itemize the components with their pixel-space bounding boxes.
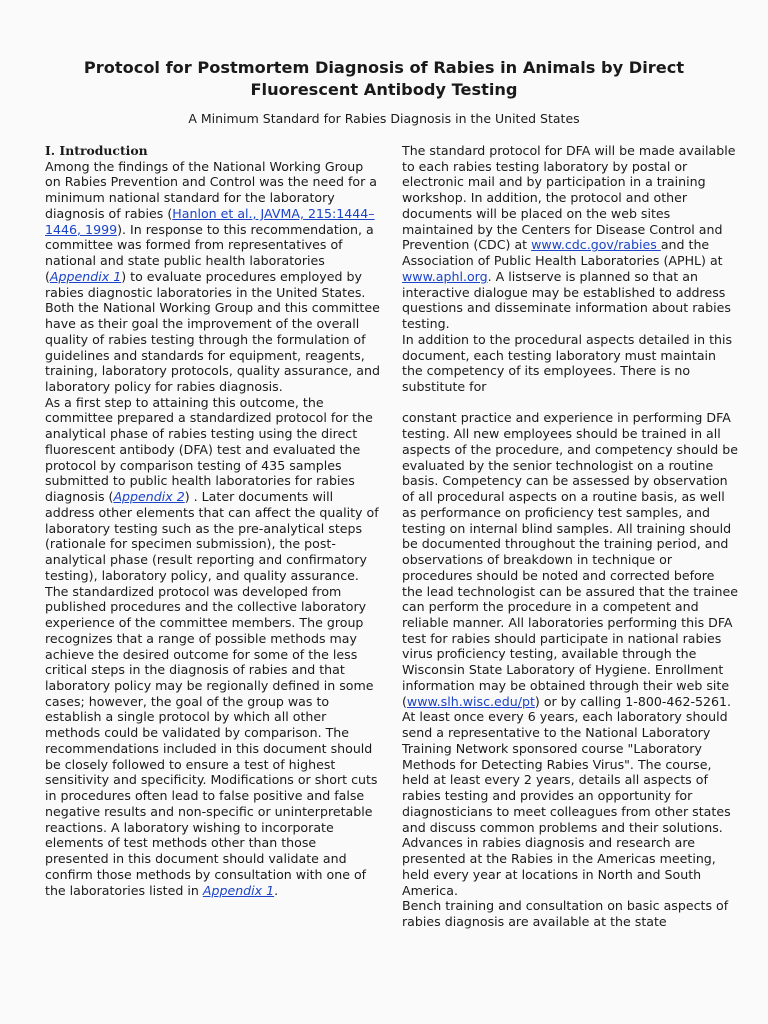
appendix-1-link[interactable]: Appendix 1 [49, 268, 122, 284]
text-run: . [274, 882, 279, 898]
text-run: ) . Later documents will address other elements that can affect the quality of laboratory testing such as the pre-analytical steps (rationale for specimen submission), the post-analytical phase (result reporting and confirmatory testing), laboratory policy, and quality assurance. [45, 489, 379, 583]
aphl-link[interactable]: www.aphl.org [402, 268, 488, 284]
text-run: ) or by calling 1-800-462-5261. [534, 693, 732, 709]
left-column [45, 143, 381, 898]
text-run: ) to evaluate procedures employed by rabies diagnostic laboratories in the United States. Both the National Working Group and this committee have as their goal the improvement of the overall quality of rabies testing through the formulation of guidelines and standards for equipment, reagents, training, laboratory protocols, quality assurance, and laboratory policy for rabies diagnosis. [45, 268, 380, 395]
document-subtitle: A Minimum Standard for Rabies Diagnosis in the United States [188, 111, 580, 126]
text-run: As a first step to attaining this outcome, the committee prepared a standardized protocol for the analytical phase of rabies testing using the direct fluorescent antibody (DFA) test and evaluated the protocol by comparison testing of 435 samples submitted to public health laboratories for rabies diagnosis ( [45, 394, 373, 505]
right-paragraph-2: In addition to the procedural aspects detailed in this document, each testing laboratory must maintain the competency of its employees. There is no substitute for [402, 331, 733, 395]
text-run: ). In response to this recommendation, a committee was formed from representatives of national and state public health laboratories ( [45, 221, 374, 284]
cdc-rabies-link[interactable]: www.cdc.gov/rabies [531, 237, 661, 253]
text-run: The standardized protocol was developed from published procedures and the collective laboratory experience of the committee members. The group recognizes that a range of possible methods may achieve the desired outcome for some of the less critical steps in the diagnosis of rabies and that laboratory policy may be regionally defined in some cases; however, the goal of the group was to establish a single protocol by which all other methods could be validated by comparison. The recommendations included in this document should be closely followed to ensure a test of highest sensitivity and specificity. Modifications or short cuts in procedures often lead to false positive and false negative results and non-specific or uninterpretable reactions. A laboratory wishing to incorporate elements of test methods other than those presented in this document should validate and confirm those methods by consultation with one of the laboratories listed in [45, 583, 378, 898]
intro-paragraph-2 [45, 395, 381, 584]
text-run: . A listserve is planned so that an interactive dialogue may be established to address questions and disseminate information about rabies testing. [402, 268, 731, 332]
right-column [402, 143, 738, 930]
text-run: Among the findings of the National Working Group on Rabies Prevention and Control was the need for a minimum national standard for the laboratory diagnosis of rabies ( [45, 158, 378, 221]
right-paragraph-4: At least once every 6 years, each laboratory should send a representative to the National Laboratory Training Network sponsored course "Laboratory Methods for Detecting Rabies Virus". The course, held at least every 2 years, details all aspects of rabies testing and provides an opportunity for diagnosticians to meet colleagues from other states and discuss common problems and their solutions. Advances in rabies diagnosis and research are presented at the Rabies in the Americas meeting, held every year at locations in North and South America. [402, 709, 731, 898]
right-paragraph-3 [402, 410, 738, 709]
text-run: The standard protocol for DFA will be made available to each rabies testing laboratory by postal or electronic mail and by participation in a training workshop. In addition, the protocol and other documents will be placed on the web sites maintained by the Centers for Disease Control and Prevention (CDC) at [402, 143, 736, 253]
slh-wisc-link[interactable]: www.slh.wisc.edu/pt [406, 693, 535, 709]
document-title: Protocol for Postmortem Diagnosis of Rabies in Animals by Direct Fluorescent Antibody Testing [83, 58, 685, 99]
section-heading-introduction: I. Introduction [45, 143, 148, 158]
intro-paragraph-3 [45, 584, 381, 899]
appendix-1-link[interactable]: Appendix 1 [202, 882, 275, 898]
appendix-2-link[interactable]: Appendix 2 [113, 489, 185, 505]
hanlon-citation-link[interactable]: Hanlon et al., JAVMA, 215:1444–1446, 1999 [45, 205, 375, 237]
text-run: constant practice and experience in performing DFA testing. All new employees should be trained in all aspects of the procedure, and competency should be evaluated by the senior technologist on a routine basis. Competency can be assessed by observation of all procedural aspects on a routine basis, as well as performance on proficiency test samples, and testing on internal blind samples. All training should be documented throughout the training period, and observations of breakdown in technique or procedures should be noted and corrected before the lead technologist can be assured that the trainee can perform the procedure in a competent and reliable manner. All laboratories performing this DFA test for rabies should participate in national rabies virus proficiency testing, available through the Wisconsin State Laboratory of Hygiene. Enrollment information may be obtained through their web site ( [402, 410, 739, 709]
page-break-gap [402, 395, 738, 411]
text-run: and the Association of Public Health Laboratories (APHL) at [402, 237, 723, 269]
intro-paragraph-1 [45, 159, 381, 395]
right-paragraph-1 [402, 143, 738, 332]
right-paragraph-5: Bench training and consultation on basic aspects of rabies diagnosis are available at the state [402, 898, 729, 929]
